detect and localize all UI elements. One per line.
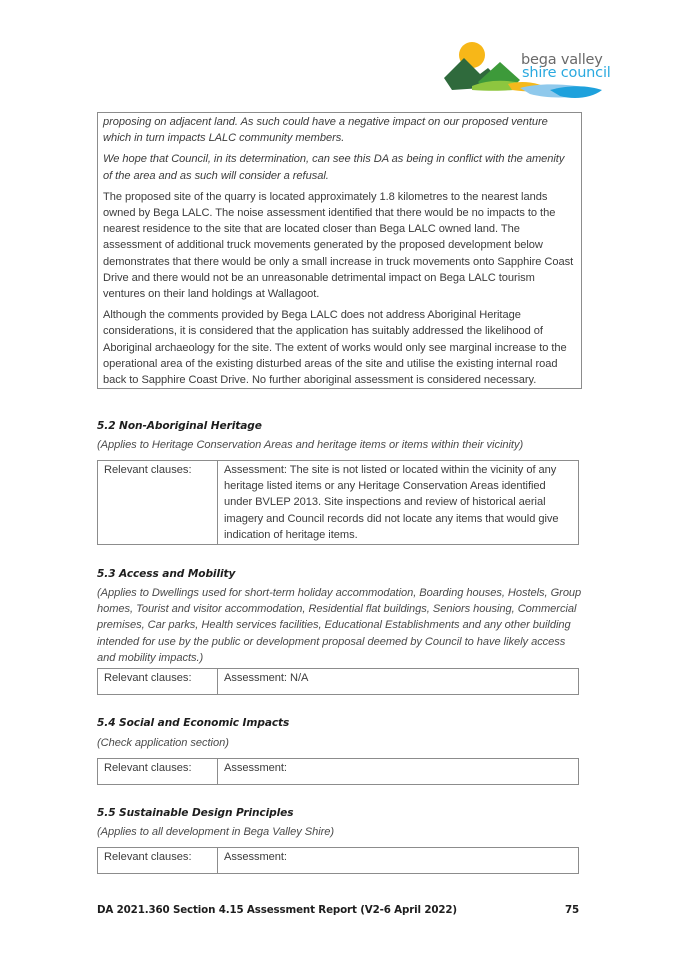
assessment-table [97,758,579,785]
relevant-clauses-cell: Relevant clauses: [98,669,218,694]
section-subtext: (Applies to Dwellings used for short-term holiday accommodation, Boarding houses, Hostels, Group homes, Tourist and visitor accommodation, Residential flat buildings, Seniors housing, Commercial premises, Car parks, Health services facilities, Educational Establishments and any other building intended for use by the public or development proposal deemed by Council to have likely access and mobility impacts.) [97,587,582,664]
assessment-cell: Assessment: The site is not listed or located within the vicinity of any heritage listed items or any Heritage Conservation Areas identified under BVLEP 2013. Site inspections and review of historical aerial imagery and Council records did not locate any items that would give indication of heritage items. [224,464,559,541]
relevant-clauses-cell: Relevant clauses: [98,461,218,544]
logo-line-2: shire council [522,65,611,81]
page-number: 75 [564,904,579,916]
section-heading-access-mobility: 5.3 Access and Mobility [97,568,236,580]
submission-quote-paragraph: We hope that Council, in its determination, can see this DA as being in conflict with the amenity of the area and as such will consider a refusal. [103,153,565,182]
council-response-paragraph: The proposed site of the quarry is located approximately 1.8 kilometres to the nearest lands owned by Bega LALC. The noise assessment identified that there would be no impacts to the nearest residence to the site that are located closer than Bega LALC owned land. The assessment of additional truck movements generated by the proposed development below demonstrates that there would be only a small increase in truck movements onto Sapphire Coast Drive and there would not be an unreasonable detrimental impact on Bega LALC tourism ventures on their land holdings at Wallagoot. [103,190,574,301]
logo-line-1: bega valley [521,52,603,68]
assessment-table [97,847,579,874]
council-response-paragraph: Although the comments provided by Bega LALC does not address Aboriginal Heritage considerations, it is considered that the application has suitably addressed the likelihood of Aboriginal archaeology for the site. The extent of works would only see marginal increase to the operational area of the existing disturbed areas of the site and utilise the existing internal road back to Sapphire Coast Drive. No further aboriginal assessment is considered necessary. [103,309,567,387]
section-heading-social-economic: 5.4 Social and Economic Impacts [97,717,290,729]
assessment-table [97,460,579,545]
page-footer [97,904,579,916]
footer-report-title: DA 2021.360 Section 4.15 Assessment Report (V2-6 April 2022) [97,904,457,916]
section-subtext: (Check application section) [97,737,229,749]
relevant-clauses-cell: Relevant clauses: [98,759,218,784]
section-subtext: (Applies to all development in Bega Valley Shire) [97,826,335,838]
section-heading-sustainable-design: 5.5 Sustainable Design Principles [97,807,294,819]
submission-response-box [97,112,582,389]
submission-quote-paragraph: proposing on adjacent land. As such could have a negative impact on our proposed venture which in turn impacts LALC community members. [103,116,548,145]
section-subtext: (Applies to Heritage Conservation Areas and heritage items or items within their vicinity) [97,439,524,451]
assessment-cell: Assessment: [224,762,287,774]
assessment-table [97,668,579,695]
relevant-clauses-cell: Relevant clauses: [98,848,218,873]
assessment-cell: Assessment: N/A [224,672,309,684]
bega-valley-logo [442,38,632,104]
assessment-cell: Assessment: [224,851,287,863]
section-heading-non-aboriginal-heritage: 5.2 Non-Aboriginal Heritage [97,420,262,432]
logo-text [521,54,611,80]
